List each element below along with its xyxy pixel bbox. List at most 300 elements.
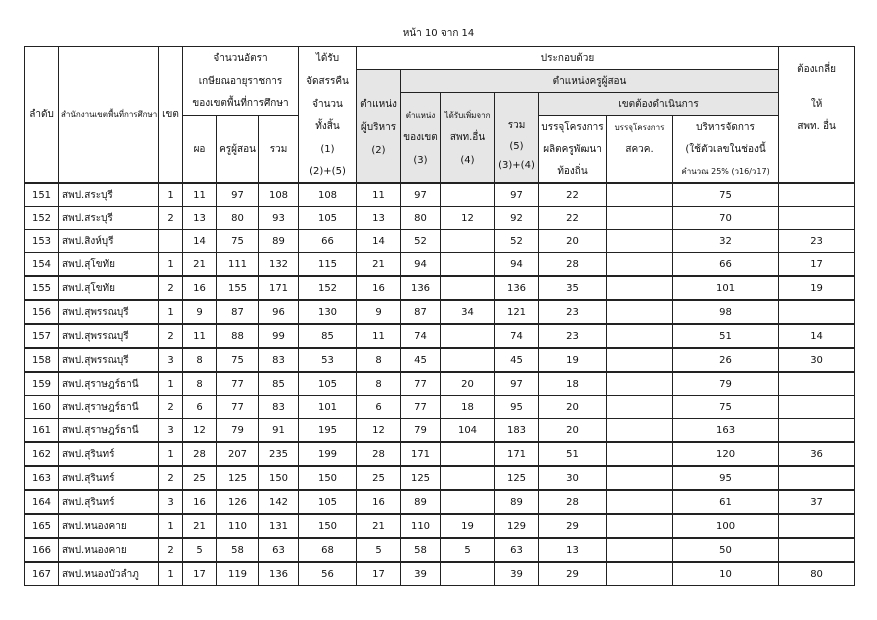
row-rate-total: 89 — [259, 230, 299, 253]
row-local-project: 22 — [539, 207, 607, 230]
header-office: สำนักงานเขตพื้นที่การศึกษา — [59, 47, 159, 184]
row-other-position — [441, 466, 495, 490]
row-rate-total: 108 — [259, 183, 299, 207]
row-manage: 98 — [673, 300, 779, 324]
row-zone-position: 171 — [401, 442, 441, 466]
row-zone-position: 39 — [401, 562, 441, 586]
row-admin: 14 — [357, 230, 401, 253]
header-admin-line1: ตำแหน่ง — [360, 98, 397, 110]
row-zone: 1 — [159, 253, 183, 277]
row-seq: 156 — [25, 300, 59, 324]
header-zone-position — [401, 93, 441, 184]
row-transfer: 80 — [779, 562, 855, 586]
row-other-position — [441, 183, 495, 207]
row-skv-project — [607, 466, 673, 490]
row-rate-total: 93 — [259, 207, 299, 230]
row-zone: 3 — [159, 419, 183, 443]
row-rate-total: 96 — [259, 300, 299, 324]
row-rate-total: 63 — [259, 538, 299, 562]
table-row — [25, 562, 855, 586]
header-rate-line1: จำนวนอัตรา — [183, 47, 299, 70]
row-sum: 89 — [495, 490, 539, 514]
row-transfer: 30 — [779, 348, 855, 372]
row-seq: 165 — [25, 514, 59, 538]
row-zone-position: 58 — [401, 538, 441, 562]
row-zone-position: 110 — [401, 514, 441, 538]
row-rate-total: 91 — [259, 419, 299, 443]
row-sum: 39 — [495, 562, 539, 586]
row-other-position — [441, 442, 495, 466]
row-local-project: 20 — [539, 419, 607, 443]
row-admin: 11 — [357, 183, 401, 207]
row-manage: 10 — [673, 562, 779, 586]
row-local-project: 23 — [539, 324, 607, 348]
header-local-line2: ผลิตครูพัฒนา — [539, 138, 607, 160]
row-zone: 1 — [159, 442, 183, 466]
row-skv-project — [607, 207, 673, 230]
header-transfer-blank2 — [779, 160, 855, 183]
row-transfer — [779, 207, 855, 230]
row-rate-teacher: 58 — [217, 538, 259, 562]
row-seq: 163 — [25, 466, 59, 490]
row-rate-total: 132 — [259, 253, 299, 277]
row-sum: 183 — [495, 419, 539, 443]
row-zone: 3 — [159, 348, 183, 372]
row-rate-total: 99 — [259, 324, 299, 348]
row-rate-director: 9 — [183, 300, 217, 324]
row-sum: 171 — [495, 442, 539, 466]
row-skv-project — [607, 276, 673, 300]
row-rate-total: 83 — [259, 348, 299, 372]
row-other-position — [441, 276, 495, 300]
row-manage: 32 — [673, 230, 779, 253]
table-row — [25, 348, 855, 372]
row-seq: 152 — [25, 207, 59, 230]
row-seq: 159 — [25, 372, 59, 396]
header-must-do: เขตต้องดำเนินการ — [539, 93, 779, 116]
row-other-position — [441, 253, 495, 277]
header-alloc-line5: (1) — [299, 138, 357, 160]
header-other-line3: (4) — [460, 155, 475, 166]
row-office: สพป.สุพรรณบุรี — [59, 348, 159, 372]
row-rate-director: 11 — [183, 324, 217, 348]
row-allocated: 195 — [299, 419, 357, 443]
row-office: สพป.สระบุรี — [59, 207, 159, 230]
row-rate-director: 13 — [183, 207, 217, 230]
header-skv-line2: สควค. — [607, 138, 673, 160]
row-local-project: 20 — [539, 396, 607, 419]
row-other-position — [441, 230, 495, 253]
header-admin-position — [357, 70, 401, 184]
header-manage-line2: (ใช้ตัวเลขในช่องนี้ — [673, 138, 779, 160]
row-rate-teacher: 126 — [217, 490, 259, 514]
row-office: สพป.สุพรรณบุรี — [59, 324, 159, 348]
row-zone-position: 45 — [401, 348, 441, 372]
table-row — [25, 276, 855, 300]
header-rate-director: ผอ — [183, 116, 217, 184]
row-office: สพป.สุรินทร์ — [59, 466, 159, 490]
row-transfer: 14 — [779, 324, 855, 348]
row-rate-teacher: 75 — [217, 230, 259, 253]
header-zone-pos-line3: (3) — [413, 155, 428, 166]
header-manage-line1: บริหารจัดการ — [673, 116, 779, 139]
header-rate-total: รวม — [259, 116, 299, 184]
row-allocated: 115 — [299, 253, 357, 277]
row-sum: 92 — [495, 207, 539, 230]
row-seq: 155 — [25, 276, 59, 300]
row-admin: 21 — [357, 253, 401, 277]
row-zone: 1 — [159, 562, 183, 586]
row-rate-teacher: 80 — [217, 207, 259, 230]
row-zone-position: 97 — [401, 183, 441, 207]
header-zone-pos-line1: ตำแหน่ง — [405, 111, 436, 120]
row-allocated: 130 — [299, 300, 357, 324]
header-other-line2: สพท.อื่น — [449, 132, 486, 143]
row-seq: 161 — [25, 419, 59, 443]
row-rate-director: 28 — [183, 442, 217, 466]
row-manage: 75 — [673, 183, 779, 207]
row-office: สพป.สุโขทัย — [59, 253, 159, 277]
header-transfer-line2: ให้ — [779, 93, 855, 116]
row-seq: 166 — [25, 538, 59, 562]
row-zone: 2 — [159, 538, 183, 562]
header-skv-blank — [607, 160, 673, 183]
header-seq: ลำดับ — [25, 47, 59, 184]
row-rate-teacher: 87 — [217, 300, 259, 324]
row-other-position: 104 — [441, 419, 495, 443]
row-transfer — [779, 372, 855, 396]
row-manage: 95 — [673, 466, 779, 490]
row-rate-director: 5 — [183, 538, 217, 562]
row-admin: 6 — [357, 396, 401, 419]
row-zone-position: 136 — [401, 276, 441, 300]
row-other-position: 20 — [441, 372, 495, 396]
row-office: สพป.หนองบัวลำภู — [59, 562, 159, 586]
row-admin: 8 — [357, 348, 401, 372]
row-skv-project — [607, 372, 673, 396]
row-sum: 125 — [495, 466, 539, 490]
row-sum: 121 — [495, 300, 539, 324]
row-local-project: 29 — [539, 562, 607, 586]
row-zone: 1 — [159, 514, 183, 538]
table-row — [25, 253, 855, 277]
row-sum: 94 — [495, 253, 539, 277]
header-zone-pos-line2: ของเขต — [403, 132, 438, 143]
row-allocated: 56 — [299, 562, 357, 586]
row-local-project: 20 — [539, 230, 607, 253]
row-zone-position: 80 — [401, 207, 441, 230]
row-rate-teacher: 97 — [217, 183, 259, 207]
row-rate-director: 16 — [183, 490, 217, 514]
row-local-project: 18 — [539, 372, 607, 396]
row-office: สพป.สุราษฎร์ธานี — [59, 419, 159, 443]
row-sum: 52 — [495, 230, 539, 253]
row-office: สพป.สุราษฎร์ธานี — [59, 372, 159, 396]
row-allocated: 53 — [299, 348, 357, 372]
header-admin-line2: ผู้บริหาร — [360, 121, 397, 133]
row-local-project: 51 — [539, 442, 607, 466]
row-transfer: 23 — [779, 230, 855, 253]
row-seq: 164 — [25, 490, 59, 514]
row-manage: 120 — [673, 442, 779, 466]
row-zone: 2 — [159, 207, 183, 230]
row-seq: 154 — [25, 253, 59, 277]
header-other-line1: ได้รับเพิ่มจาก — [444, 111, 491, 120]
page-number-label: หน้า 10 จาก 14 — [402, 28, 475, 39]
header-sum-line1: รวม — [507, 120, 526, 131]
row-rate-teacher: 207 — [217, 442, 259, 466]
row-manage: 26 — [673, 348, 779, 372]
row-skv-project — [607, 538, 673, 562]
row-zone-position: 125 — [401, 466, 441, 490]
header-alloc-line2: จัดสรรคืน — [299, 70, 357, 93]
header-transfer-blank1 — [779, 138, 855, 160]
row-local-project: 35 — [539, 276, 607, 300]
header-transfer-line1: ต้องเกลี่ย — [779, 47, 855, 93]
row-manage: 79 — [673, 372, 779, 396]
row-skv-project — [607, 396, 673, 419]
row-zone: 2 — [159, 396, 183, 419]
header-admin-line3: (2) — [371, 144, 386, 156]
row-zone: 2 — [159, 466, 183, 490]
row-seq: 158 — [25, 348, 59, 372]
row-zone: 1 — [159, 183, 183, 207]
row-other-position — [441, 348, 495, 372]
row-local-project: 22 — [539, 183, 607, 207]
row-office: สพป.สุโขทัย — [59, 276, 159, 300]
table-row — [25, 514, 855, 538]
row-zone: 2 — [159, 276, 183, 300]
row-rate-teacher: 79 — [217, 419, 259, 443]
row-zone-position: 77 — [401, 372, 441, 396]
table-row — [25, 538, 855, 562]
row-zone-position: 87 — [401, 300, 441, 324]
row-zone — [159, 230, 183, 253]
allocation-table-container — [24, 46, 854, 586]
row-allocated: 108 — [299, 183, 357, 207]
row-transfer: 37 — [779, 490, 855, 514]
row-allocated: 105 — [299, 490, 357, 514]
row-transfer: 19 — [779, 276, 855, 300]
row-manage: 100 — [673, 514, 779, 538]
header-rate-teacher: ครูผู้สอน — [217, 116, 259, 184]
row-allocated: 85 — [299, 324, 357, 348]
row-transfer — [779, 419, 855, 443]
row-zone-position: 74 — [401, 324, 441, 348]
header-local-line3: ท้องถิ่น — [539, 160, 607, 183]
row-skv-project — [607, 562, 673, 586]
row-other-position: 19 — [441, 514, 495, 538]
row-office: สพป.สุรินทร์ — [59, 490, 159, 514]
table-row — [25, 490, 855, 514]
row-admin: 21 — [357, 514, 401, 538]
row-allocated: 68 — [299, 538, 357, 562]
row-admin: 16 — [357, 490, 401, 514]
row-sum: 97 — [495, 183, 539, 207]
header-manage-line3: คำนวณ 25% (ว16/ว17) — [673, 160, 779, 183]
row-skv-project — [607, 514, 673, 538]
row-rate-teacher: 155 — [217, 276, 259, 300]
row-other-position: 12 — [441, 207, 495, 230]
row-rate-total: 83 — [259, 396, 299, 419]
row-sum: 136 — [495, 276, 539, 300]
row-rate-director: 11 — [183, 183, 217, 207]
header-zone: เขต — [159, 47, 183, 184]
row-skv-project — [607, 253, 673, 277]
table-body — [25, 183, 855, 586]
row-rate-teacher: 111 — [217, 253, 259, 277]
row-skv-project — [607, 348, 673, 372]
row-other-position: 18 — [441, 396, 495, 419]
row-manage: 70 — [673, 207, 779, 230]
row-office: สพป.หนองคาย — [59, 538, 159, 562]
row-seq: 160 — [25, 396, 59, 419]
row-local-project: 23 — [539, 300, 607, 324]
row-seq: 157 — [25, 324, 59, 348]
row-rate-total: 235 — [259, 442, 299, 466]
row-transfer: 17 — [779, 253, 855, 277]
row-rate-total: 85 — [259, 372, 299, 396]
row-rate-teacher: 110 — [217, 514, 259, 538]
header-sum — [495, 93, 539, 184]
row-rate-total: 150 — [259, 466, 299, 490]
row-zone-position: 52 — [401, 230, 441, 253]
row-rate-teacher: 119 — [217, 562, 259, 586]
row-transfer — [779, 183, 855, 207]
row-allocated: 199 — [299, 442, 357, 466]
row-transfer: 36 — [779, 442, 855, 466]
table-row — [25, 372, 855, 396]
row-allocated: 66 — [299, 230, 357, 253]
row-transfer — [779, 300, 855, 324]
row-office: สพป.สุรินทร์ — [59, 442, 159, 466]
row-local-project: 28 — [539, 253, 607, 277]
row-admin: 9 — [357, 300, 401, 324]
row-allocated: 101 — [299, 396, 357, 419]
header-sum-line3: (3)+(4) — [498, 160, 535, 171]
row-transfer — [779, 538, 855, 562]
table-header — [25, 47, 855, 184]
row-zone-position: 89 — [401, 490, 441, 514]
row-zone: 3 — [159, 490, 183, 514]
header-alloc-line6: (2)+(5) — [299, 160, 357, 183]
row-allocated: 152 — [299, 276, 357, 300]
row-rate-director: 6 — [183, 396, 217, 419]
header-rate-line2: เกษียณอายุราชการ — [183, 70, 299, 93]
row-allocated: 105 — [299, 207, 357, 230]
row-sum: 129 — [495, 514, 539, 538]
row-rate-teacher: 88 — [217, 324, 259, 348]
row-other-position — [441, 562, 495, 586]
row-rate-director: 25 — [183, 466, 217, 490]
row-zone-position: 79 — [401, 419, 441, 443]
row-rate-teacher: 75 — [217, 348, 259, 372]
row-office: สพป.สุราษฎร์ธานี — [59, 396, 159, 419]
table-row — [25, 442, 855, 466]
row-local-project: 29 — [539, 514, 607, 538]
row-other-position: 5 — [441, 538, 495, 562]
row-rate-director: 21 — [183, 253, 217, 277]
row-skv-project — [607, 230, 673, 253]
header-local-line1: บรรจุโครงการ — [539, 116, 607, 139]
row-seq: 162 — [25, 442, 59, 466]
row-manage: 101 — [673, 276, 779, 300]
row-sum: 95 — [495, 396, 539, 419]
row-other-position: 34 — [441, 300, 495, 324]
row-admin: 17 — [357, 562, 401, 586]
row-rate-director: 16 — [183, 276, 217, 300]
row-admin: 12 — [357, 419, 401, 443]
row-zone: 1 — [159, 372, 183, 396]
row-admin: 5 — [357, 538, 401, 562]
row-seq: 151 — [25, 183, 59, 207]
header-alloc-line3: จำนวน — [299, 93, 357, 116]
header-alloc-line1: ได้รับ — [299, 47, 357, 70]
row-sum: 74 — [495, 324, 539, 348]
row-transfer — [779, 466, 855, 490]
row-skv-project — [607, 300, 673, 324]
table-row — [25, 183, 855, 207]
row-office: สพป.สระบุรี — [59, 183, 159, 207]
header-transfer-line3: สพท. อื่น — [779, 116, 855, 139]
row-skv-project — [607, 419, 673, 443]
row-transfer — [779, 396, 855, 419]
row-admin: 8 — [357, 372, 401, 396]
row-skv-project — [607, 442, 673, 466]
header-teacher-position: ตำแหน่งครูผู้สอน — [401, 70, 779, 93]
header-alloc-line4: ทั้งสิ้น — [299, 116, 357, 139]
row-rate-director: 14 — [183, 230, 217, 253]
table-row — [25, 300, 855, 324]
row-zone: 1 — [159, 300, 183, 324]
row-skv-project — [607, 183, 673, 207]
row-rate-director: 8 — [183, 372, 217, 396]
row-seq: 153 — [25, 230, 59, 253]
row-zone: 2 — [159, 324, 183, 348]
row-rate-director: 21 — [183, 514, 217, 538]
row-allocated: 150 — [299, 466, 357, 490]
row-office: สพป.สุพรรณบุรี — [59, 300, 159, 324]
row-manage: 51 — [673, 324, 779, 348]
row-local-project: 13 — [539, 538, 607, 562]
header-other-position — [441, 93, 495, 184]
row-admin: 28 — [357, 442, 401, 466]
row-rate-total: 131 — [259, 514, 299, 538]
allocation-table — [24, 46, 855, 586]
row-admin: 13 — [357, 207, 401, 230]
row-rate-teacher: 125 — [217, 466, 259, 490]
row-admin: 25 — [357, 466, 401, 490]
table-row — [25, 324, 855, 348]
row-office: สพป.สิงห์บุรี — [59, 230, 159, 253]
row-allocated: 105 — [299, 372, 357, 396]
header-consist: ประกอบด้วย — [357, 47, 779, 70]
row-rate-total: 136 — [259, 562, 299, 586]
row-manage: 50 — [673, 538, 779, 562]
row-rate-director: 17 — [183, 562, 217, 586]
row-sum: 63 — [495, 538, 539, 562]
row-admin: 11 — [357, 324, 401, 348]
row-zone-position: 94 — [401, 253, 441, 277]
row-skv-project — [607, 490, 673, 514]
row-manage: 163 — [673, 419, 779, 443]
table-row — [25, 207, 855, 230]
table-row — [25, 419, 855, 443]
row-other-position — [441, 324, 495, 348]
row-transfer — [779, 514, 855, 538]
row-local-project: 19 — [539, 348, 607, 372]
row-allocated: 150 — [299, 514, 357, 538]
